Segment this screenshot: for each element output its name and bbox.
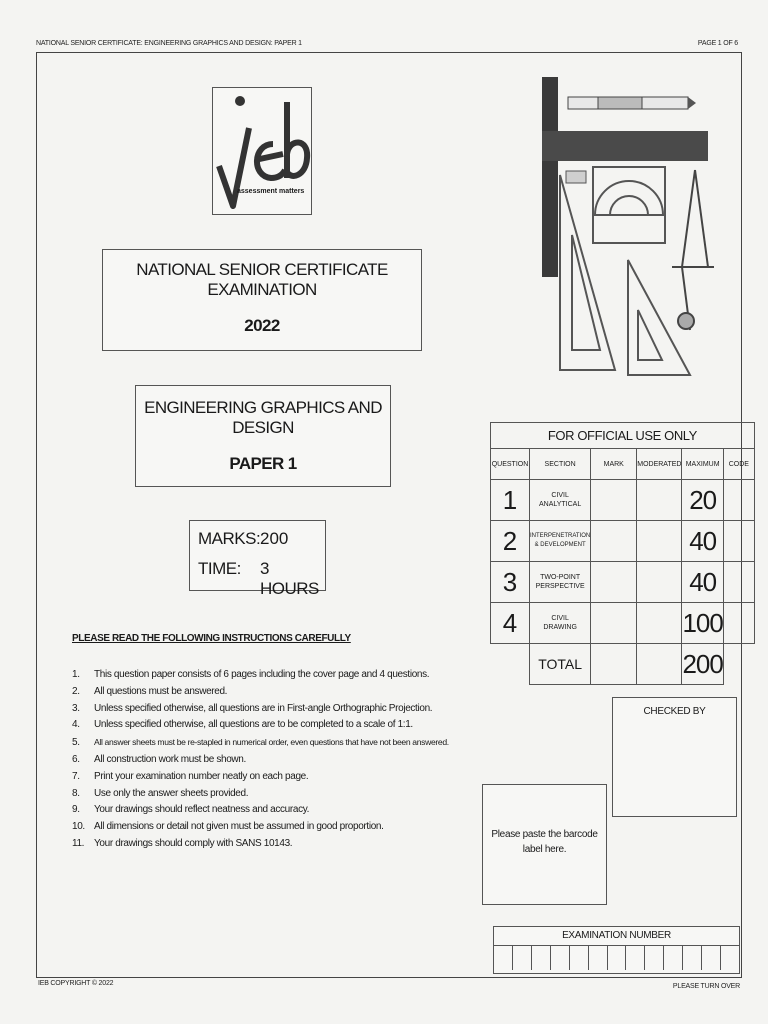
- marks-label: MARKS:: [198, 529, 261, 548]
- checked-by-box[interactable]: [612, 697, 737, 817]
- moderated-cell[interactable]: [637, 521, 682, 562]
- official-use-title: FOR OFFICIAL USE ONLY: [491, 423, 755, 449]
- col-moderated: MODERATED: [637, 449, 682, 480]
- instruction-item: 5. All answer sheets must be re-stapled in numerical order, even questions that have not been answered.: [72, 737, 449, 749]
- section-name: CIVIL DRAWING: [530, 603, 591, 644]
- barcode-instruction: Please paste the barcode label here.: [491, 829, 598, 855]
- total-row: [491, 644, 755, 685]
- exam-title-box: [102, 249, 422, 351]
- set-square-icon: [560, 175, 690, 375]
- moderated-cell[interactable]: [637, 603, 682, 644]
- pencil-icon: [568, 97, 696, 109]
- ieb-logo-mark: [213, 88, 311, 214]
- total-maximum: 200: [682, 644, 723, 685]
- instruction-item: 2. All questions must be answered.: [72, 685, 228, 697]
- drawing-instruments-illustration: [530, 75, 730, 380]
- instruction-item: 4. Unless specified otherwise, all questions are to be completed to a scale of 1:1.: [72, 719, 413, 731]
- table-row: [491, 521, 755, 562]
- examination-number-cells[interactable]: [494, 946, 739, 970]
- instruction-item: 8. Use only the answer sheets provided.: [72, 787, 249, 799]
- section-name: INTERPENETRATION & DEVELOPMENT: [530, 521, 591, 562]
- logo-tagline: assessment matters: [237, 188, 305, 195]
- moderated-cell[interactable]: [637, 480, 682, 521]
- table-row: [491, 603, 755, 644]
- col-maximum: MAXIMUM: [682, 449, 723, 480]
- col-question: QUESTION: [491, 449, 530, 480]
- examination-number-box: [493, 926, 740, 974]
- time-value: 3 HOURS: [260, 559, 319, 598]
- mark-cell[interactable]: [591, 521, 637, 562]
- header-page-number: PAGE 1 OF 6: [697, 40, 738, 47]
- mark-cell[interactable]: [591, 562, 637, 603]
- question-number: 3: [491, 562, 530, 603]
- maximum-mark: 40: [682, 562, 723, 603]
- mark-cell[interactable]: [591, 603, 637, 644]
- ieb-logo: [212, 87, 312, 215]
- marks-value: 200: [260, 529, 289, 548]
- instruction-item: 9. Your drawings should reflect neatness and accuracy.: [72, 804, 310, 816]
- maximum-mark: 100: [682, 603, 723, 644]
- maximum-mark: 40: [682, 521, 723, 562]
- col-mark: MARK: [591, 449, 637, 480]
- instructions-list: [72, 667, 492, 853]
- instruction-item: 6. All construction work must be shown.: [72, 753, 246, 765]
- header-left: NATIONAL SENIOR CERTIFICATE: ENGINEERING GRAPHICS AND DESIGN: PAPER 1: [36, 40, 302, 47]
- checked-by-label: CHECKED BY: [643, 706, 706, 717]
- code-cell[interactable]: [723, 603, 754, 644]
- official-use-table: [490, 422, 755, 685]
- total-label: TOTAL: [530, 644, 591, 685]
- instruction-item: 3. Unless specified otherwise, all questions are in First-angle Orthographic Projection.: [72, 702, 433, 714]
- col-section: SECTION: [530, 449, 591, 480]
- code-cell[interactable]: [723, 521, 754, 562]
- question-number: 4: [491, 603, 530, 644]
- exam-title: NATIONAL SENIOR CERTIFICATE EXAMINATION: [136, 260, 388, 299]
- code-cell[interactable]: [723, 562, 754, 603]
- question-number: 1: [491, 480, 530, 521]
- instruction-item: 11. Your drawings should comply with SANS 10143.: [72, 837, 293, 849]
- table-row: [491, 480, 755, 521]
- code-cell[interactable]: [723, 480, 754, 521]
- total-moderated-cell[interactable]: [637, 644, 682, 685]
- instruction-item: 7. Print your examination number neatly on each page.: [72, 770, 309, 782]
- instruction-item: 10. All dimensions or detail not given must be assumed in good proportion.: [72, 821, 384, 833]
- total-mark-cell[interactable]: [591, 644, 637, 685]
- maximum-mark: 20: [682, 480, 723, 521]
- protractor-icon: [593, 167, 665, 243]
- col-code: CODE: [723, 449, 754, 480]
- section-name: TWO-POINT PERSPECTIVE: [530, 562, 591, 603]
- subject-box: [135, 385, 391, 487]
- paper-number: PAPER 1: [229, 454, 297, 473]
- exam-year: 2022: [244, 316, 280, 335]
- compass-icon: [672, 170, 714, 330]
- moderated-cell[interactable]: [637, 562, 682, 603]
- section-name: CIVIL ANALYTICAL: [530, 480, 591, 521]
- mark-cell[interactable]: [591, 480, 637, 521]
- footer-turn-over: PLEASE TURN OVER: [672, 983, 740, 990]
- marks-time-box: [189, 520, 326, 598]
- barcode-box: [482, 784, 607, 905]
- instructions-heading: PLEASE READ THE FOLLOWING INSTRUCTIONS CAREFULLY: [72, 633, 351, 644]
- subject-name: ENGINEERING GRAPHICS AND DESIGN: [144, 398, 382, 437]
- examination-number-label: EXAMINATION NUMBER: [494, 927, 739, 946]
- footer-copyright: IEB COPYRIGHT © 2022: [38, 980, 114, 987]
- instruction-item: 1. This question paper consists of 6 pages including the cover page and 4 questions.: [72, 669, 430, 680]
- time-label: TIME:: [198, 559, 241, 578]
- question-number: 2: [491, 521, 530, 562]
- table-row: [491, 562, 755, 603]
